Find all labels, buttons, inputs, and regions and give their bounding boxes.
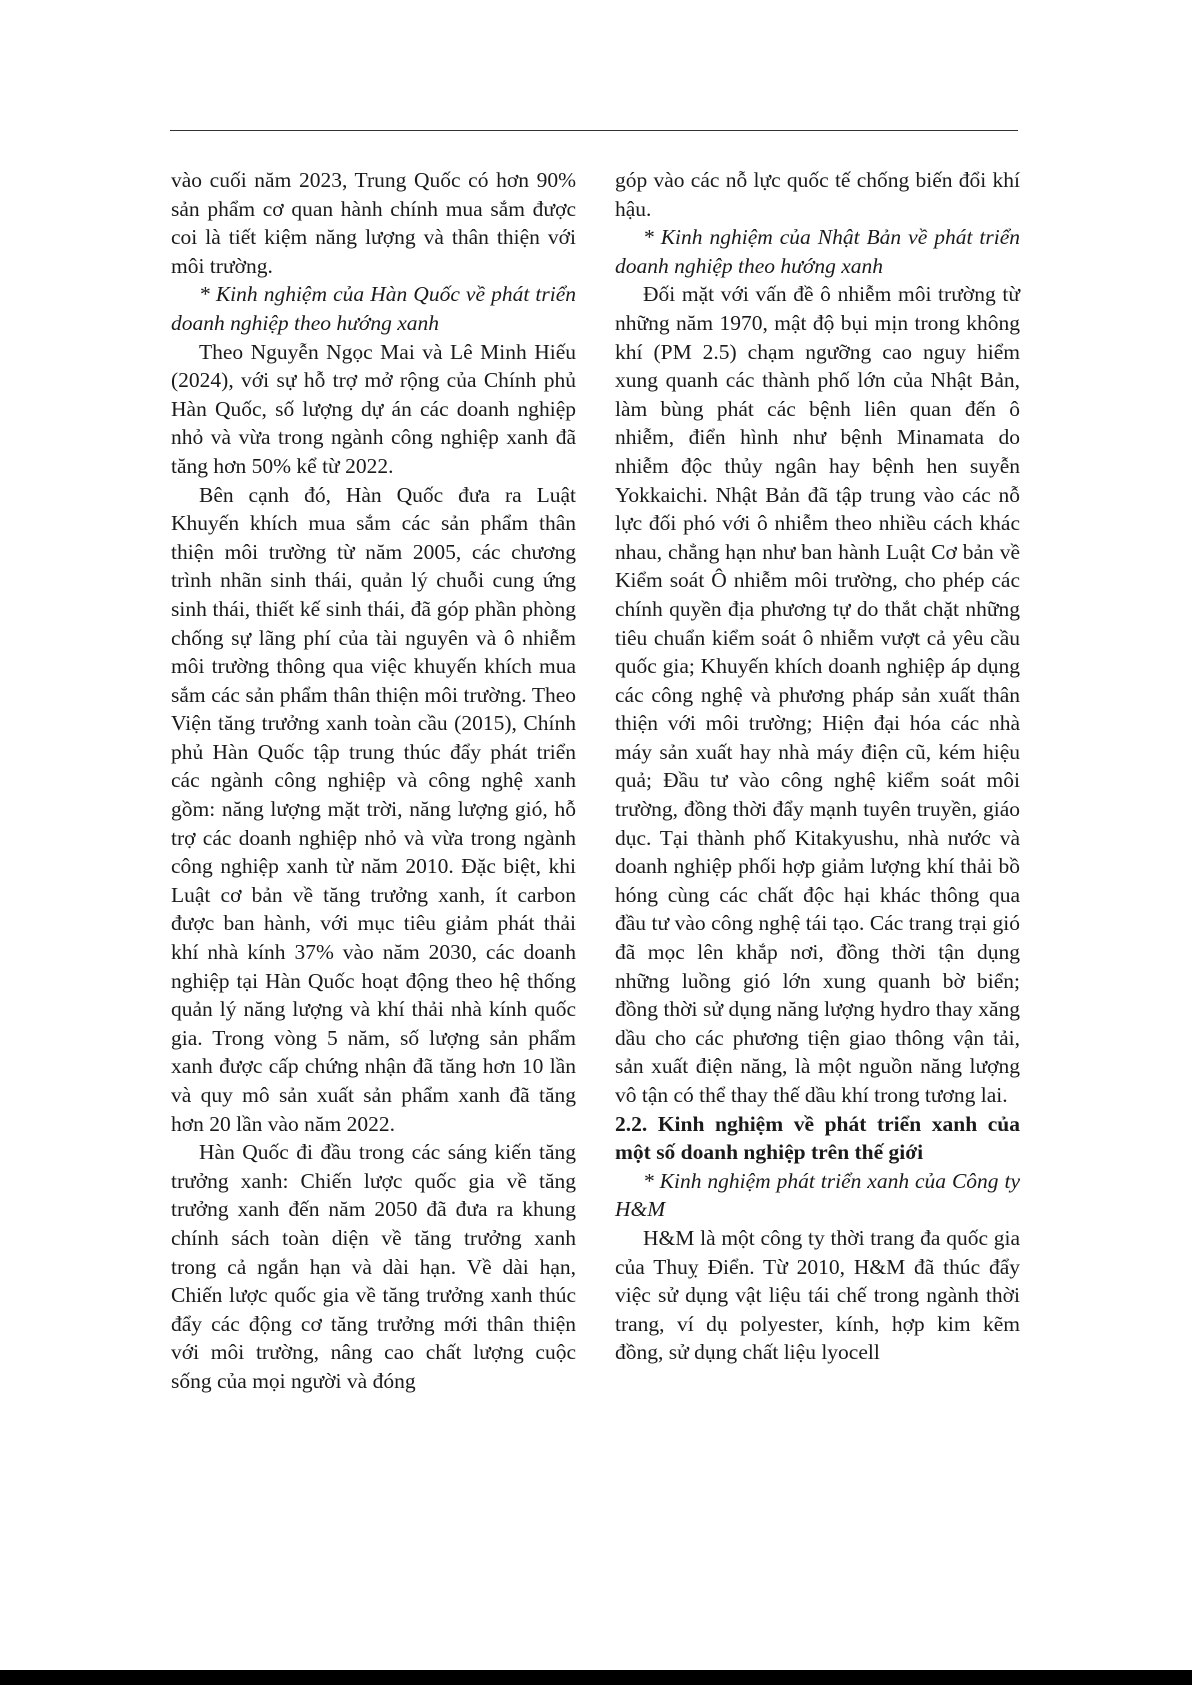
paragraph-hm: H&M là một công ty thời trang đa quốc gia của Thuỵ Điển. Từ 2010, H&M đã thúc đẩy việc sử dụng vật liệu tái chế trong ngành thời trang, ví dụ polyester, kính, hợp kim kẽm đồng, sử dụng chất liệu lyocell bbox=[615, 1225, 1020, 1365]
paragraph-korea-sme: Theo Nguyễn Ngọc Mai và Lê Minh Hiếu (2024), với sự hỗ trợ mở rộng của Chính phủ Hàn Quốc, số lượng dự án các doanh nghiệp nhỏ và vừa trong ngành công nghiệp xanh đã tăng hơn 50% kể từ 2022. bbox=[171, 339, 576, 478]
paragraph-korea-green-growth-strategy: Hàn Quốc đi đầu trong các sáng kiến tăng trưởng xanh: Chiến lược quốc gia về tăng trưởng xanh đến năm 2050 đã đưa ra khung chính sách toàn diện về tăng trưởng xanh trong cả ngắn hạn và dài hạn. Về dài hạn, Chiến lược quốc gia về tăng trưởng xanh thúc đẩy các động cơ tăng trưởng mới thân thiện với môi trường, nâng cao chất lượng cuộc sống của mọi người và đóng bbox=[171, 1140, 576, 1393]
paragraph-korea-green-procurement: Bên cạnh đó, Hàn Quốc đưa ra Luật Khuyến khích mua sắm các sản phẩm thân thiện môi trường từ năm 2005, các chương trình nhãn sinh thái, quản lý chuỗi cung ứng sinh thái, thiết kế sinh thái, đã góp phần phòng chống sự lãng phí của tài nguyên và ô nhiễm môi trường thông qua việc khuyến khích mua sắm các sản phẩm thân thiện môi trường. Theo Viện tăng trưởng xanh toàn cầu (2015), Chính phủ Hàn Quốc tập trung thúc đẩy phát triển các ngành công nghiệp và công nghệ xanh gồm: năng lượng mặt trời, năng lượng gió, hỗ trợ các doanh nghiệp nhỏ và vừa trong ngành công nghiệp xanh từ năm 2010. Đặc biệt, khi Luật cơ bản về tăng trưởng xanh, ít carbon được ban hành, với mục tiêu giảm phát thải khí nhà kính 37% vào năm 2030, các doanh nghiệp tại Hàn Quốc hoạt động theo hệ thống quản lý năng lượng và khí thải nhà kính quốc gia. Trong vòng 5 năm, số lượng sản phẩm xanh được cấp chứng nhận đã tăng hơn 10 lần và quy mô sản xuất sản phẩm xanh đã tăng hơn 20 lần vào năm 2022. bbox=[171, 482, 576, 1136]
section-heading-2-2: 2.2. Kinh nghiệm về phát triển xanh của một số doanh nghiệp trên thế giới bbox=[615, 1111, 1020, 1165]
subheading-korea-experience: * Kinh nghiệm của Hàn Quốc về phát triển doanh nghiệp theo hướng xanh bbox=[171, 282, 576, 335]
paragraph-korea-continuation: góp vào các nỗ lực quốc tế chống biến đổi khí hậu. bbox=[615, 168, 1020, 221]
paragraph-japan-pollution: Đối mặt với vấn đề ô nhiễm môi trường từ những năm 1970, mật độ bụi mịn trong không khí (PM 2.5) chạm ngưỡng cao nguy hiểm xung quanh các thành phố lớn của Nhật Bản, làm bùng phát các bệnh liên quan đến ô nhiễm, điển hình như bệnh Minamata do nhiễm độc thủy ngân hay bệnh hen suyễn Yokkaichi. Nhật Bản đã tập trung vào các nỗ lực đối phó với ô nhiễm theo nhiều cách khác nhau, chẳng hạn như ban hành Luật Cơ bản về Kiểm soát Ô nhiễm môi trường, cho phép các chính quyền địa phương tự do thắt chặt những tiêu chuẩn kiểm soát ô nhiễm vượt cả yêu cầu quốc gia; Khuyến khích doanh nghiệp áp dụng các công nghệ và phương pháp sản xuất thân thiện với môi trường; Hiện đại hóa các nhà máy sản xuất hay nhà máy điện cũ, kém hiệu quả; Đầu tư vào công nghệ kiểm soát môi trường, đồng thời đẩy mạnh tuyên truyền, giáo dục. Tại thành phố Kitakyushu, nhà nước và doanh nghiệp phối hợp giảm lượng khí thải bồ hóng cùng các chất độc hại khác thông qua đầu tư vào công nghệ tái tạo. Các trang trại gió đã mọc lên khắp nơi, đồng thời tận dụng những luồng gió lớn xung quanh bờ biển; đồng thời sử dụng năng lượng hydro thay xăng dầu cho các phương tiện giao thông vận tải, sản xuất điện năng, là một nguồn năng lượng vô tận có thể thay thế dầu khí trong tương lai. bbox=[615, 282, 1020, 1107]
bottom-edge-bar bbox=[0, 1670, 1192, 1685]
header-rule bbox=[170, 130, 1018, 131]
paragraph-china-continuation: vào cuối năm 2023, Trung Quốc có hơn 90% sản phẩm cơ quan hành chính mua sắm được coi là tiết kiệm năng lượng và thân thiện với môi trường. bbox=[171, 168, 576, 278]
left-column bbox=[171, 166, 576, 1396]
right-column bbox=[615, 166, 1020, 1367]
subheading-japan-experience: * Kinh nghiệm của Nhật Bản về phát triển doanh nghiệp theo hướng xanh bbox=[615, 225, 1020, 278]
subheading-hm-experience: * Kinh nghiệm phát triển xanh của Công ty H&M bbox=[615, 1168, 1020, 1222]
